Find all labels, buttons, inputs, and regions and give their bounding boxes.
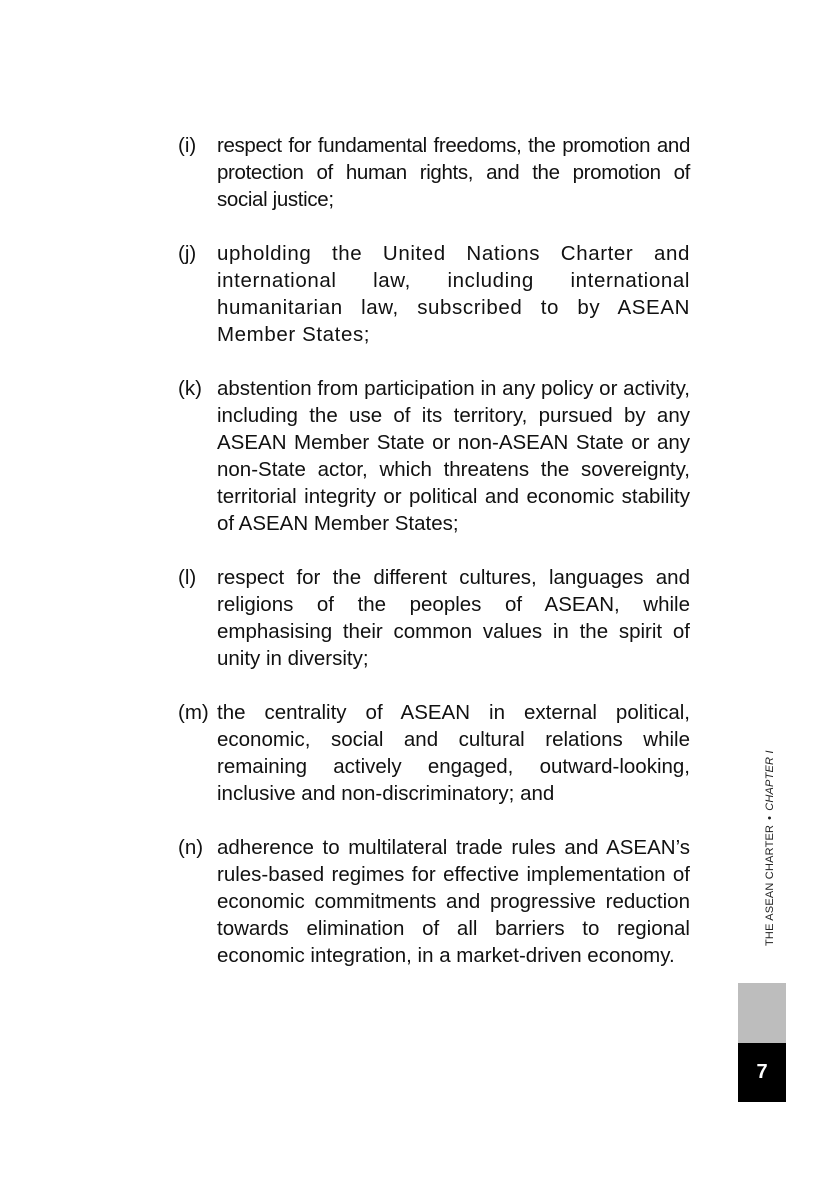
clause-k: [178, 375, 690, 537]
clause-l: [178, 564, 690, 672]
clause-text: the centrality of ASEAN in external political, economic, social and cultural relations while remaining actively engaged, outward-looking, inclusive and non-discriminatory; and: [217, 701, 690, 805]
clause-n: [178, 834, 690, 969]
clause-i: [178, 132, 690, 213]
clause-list: [178, 132, 690, 996]
clause-m: [178, 699, 690, 807]
bullet-separator: •: [764, 815, 776, 820]
clause-label: (i): [178, 134, 197, 157]
charter-title: THE ASEAN CHARTER: [764, 824, 776, 946]
clause-label: (m): [178, 701, 209, 724]
page-tab-grey: [738, 983, 786, 1043]
chapter-label: CHAPTER I: [764, 750, 776, 811]
page-number-tab: [738, 1043, 786, 1102]
clause-j: [178, 240, 690, 348]
running-header-vertical: [764, 750, 776, 946]
clause-text: abstention from participation in any policy or activity, including the use of its territory, pursued by any ASEAN Member State or non-ASEAN State or any non-State actor, which threatens the sovereignty, territorial integrity or political and economic stability of ASEAN Member States;: [217, 377, 690, 535]
clause-text: respect for fundamental freedoms, the promotion and protection of human rights, and the promotion of social justice;: [217, 134, 690, 211]
clause-label: (n): [178, 836, 204, 859]
clause-text: respect for the different cultures, languages and religions of the peoples of ASEAN, while emphasising their common values in the spirit of unity in diversity;: [217, 566, 690, 670]
page-number: 7: [756, 1061, 768, 1083]
clause-text: upholding the United Nations Charter and international law, including international humanitarian law, subscribed to by ASEAN Member States;: [217, 242, 690, 346]
clause-label: (j): [178, 242, 197, 265]
clause-label: (k): [178, 377, 202, 400]
clause-text: adherence to multilateral trade rules and ASEAN’s rules-based regimes for effective implementation of economic commitments and progressive reduction towards elimination of all barriers to regional economic integration, in a market-driven economy.: [217, 836, 690, 967]
clause-label: (l): [178, 566, 197, 589]
